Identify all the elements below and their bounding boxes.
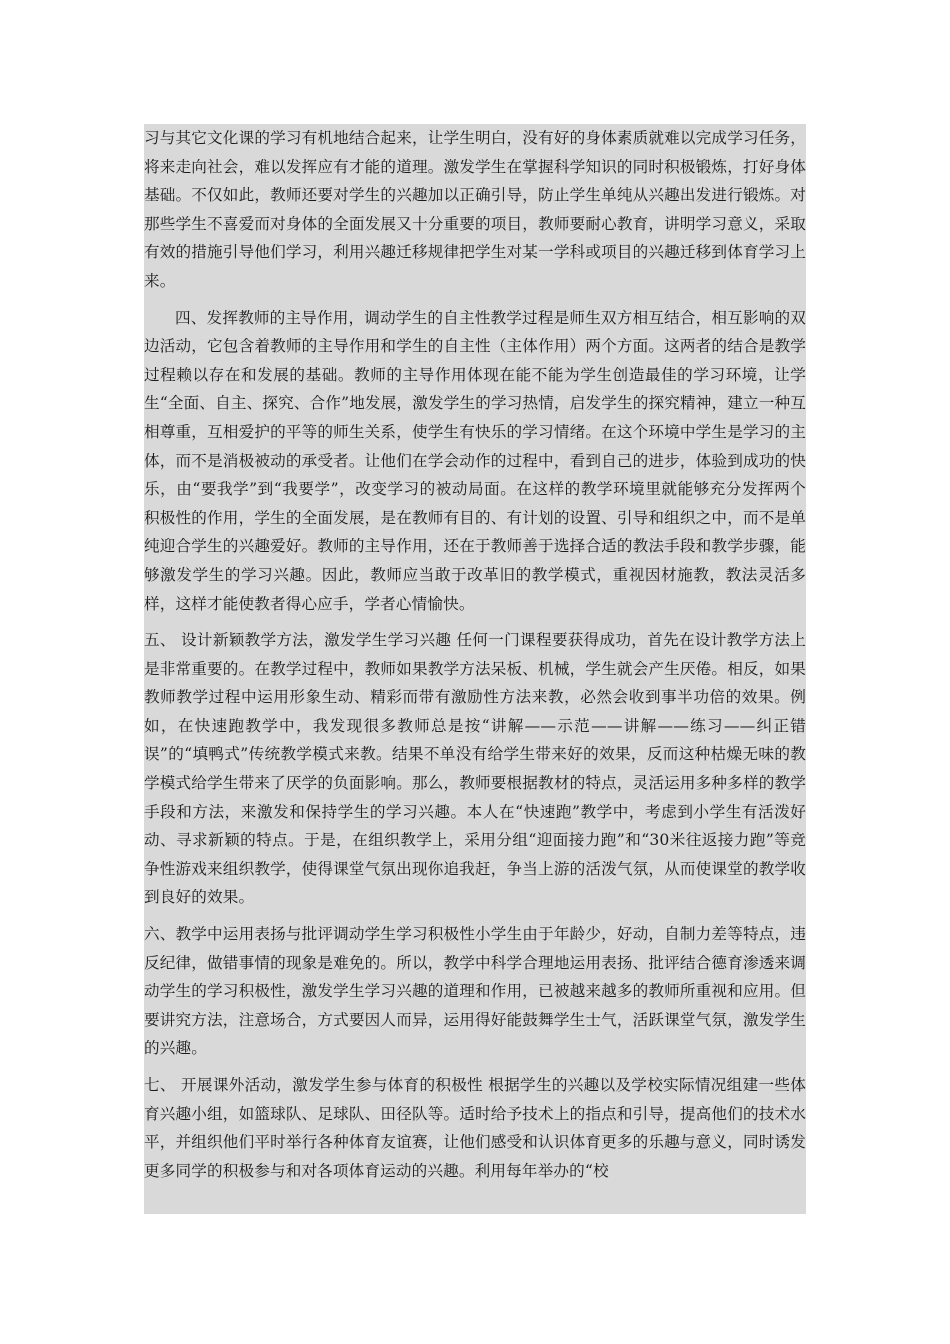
document-page (144, 124, 806, 1214)
paragraph-section-6: 六、教学中运用表扬与批评调动学生学习积极性小学生由于年龄少，好动，自制力差等特点，违反纪律，做错事情的现象是难免的。所以，教学中科学合理地运用表扬、批评结合德育渗透来调动学生的学习积极性，激发学生学习兴趣的道理和作用，已被越来越多的教师所重视和应用。但要讲究方法，注意场合，方式要因人而异，运用得好能鼓舞学生士气，活跃课堂气氛，激发学生的兴趣。 (144, 925, 806, 1058)
paragraph-section-5: 五、 设计新颖教学方法，激发学生学习兴趣 任何一门课程要获得成功，首先在设计教学方法上是非常重要的。在教学过程中，教师如果教学方法呆板、机械，学生就会产生厌倦。相反，如果教师教学过程中运用形象生动、精彩而带有激励性方法来教，必然会收到事半功倍的效果。例如，在快速跑教学中，我发现很多教师总是按“讲解——示范——讲解——练习——纠正错误”的“填鸭式”传统教学模式来教。结果不单没有给学生带来好的效果，反而这种枯燥无味的教学模式给学生带来了厌学的负面影响。那么，教师要根据教材的特点，灵活运用多种多样的教学手段和方法，来激发和保持学生的学习兴趣。本人在“快速跑”教学中，考虑到小学生有活泼好动、寻求新颖的特点。于是，在组织教学上，采用分组“迎面接力跑”和“30米往返接力跑”等竞争性游戏来组织教学，使得课堂气氛出现你追我赶，争当上游的活泼气氛，从而使课堂的教学收到良好的效果。 (144, 631, 806, 907)
paragraph-gap (144, 1063, 806, 1071)
paragraph-gap (144, 296, 806, 304)
paragraph-gap (144, 912, 806, 920)
paragraph-gap (144, 618, 806, 626)
paragraph-section-7: 七、 开展课外活动，激发学生参与体育的积极性 根据学生的兴趣以及学校实际情况组建一些体育兴趣小组，如篮球队、足球队、田径队等。适时给予技术上的指点和引导，提高他们的技术水平，并组织他们平时举行各种体育友谊赛，让他们感受和认识体育更多的乐趣与意义，同时诱发更多同学的积极参与和对各项体育运动的兴趣。利用每年举办的“校 (144, 1076, 806, 1180)
paragraph-continuation: 习与其它文化课的学习有机地结合起来，让学生明白，没有好的身体素质就难以完成学习任务，将来走向社会，难以发挥应有才能的道理。激发学生在掌握科学知识的同时积极锻炼，打好身体基础。不仅如此，教师还要对学生的兴趣加以正确引导，防止学生单纯从兴趣出发进行锻炼。对那些学生不喜爱而对身体的全面发展又十分重要的项目，教师要耐心教育，讲明学习意义，采取有效的措施引导他们学习，利用兴趣迁移规律把学生对某一学科或项目的兴趣迁移到体育学习上来。 (144, 129, 806, 290)
paragraph-section-4: 四、发挥教师的主导作用，调动学生的自主性教学过程是师生双方相互结合，相互影响的双边活动，它包含着教师的主导作用和学生的自主性（主体作用）两个方面。这两者的结合是教学过程赖以存在和发展的基础。教师的主导作用体现在能不能为学生创造最佳的学习环境，让学生“全面、自主、探究、合作”地发展，激发学生的学习热情，启发学生的探究精神，建立一种互相尊重，互相爱护的平等的师生关系，使学生有快乐的学习情绪。在这个环境中学生是学习的主体，而不是消极被动的承受者。让他们在学会动作的过程中，看到自己的进步，体验到成功的快乐，由“要我学”到“我要学”，改变学习的被动局面。在这样的教学环境里就能够充分发挥两个积极性的作用，学生的全面发展，是在教师有目的、有计划的设置、引导和组织之中，而不是单纯迎合学生的兴趣爱好。教师的主导作用，还在于教师善于选择合适的教法手段和教学步骤，能够激发学生的学习兴趣。因此，教师应当敢于改革旧的教学模式，重视因材施教，教法灵活多样，这样才能使教者得心应手，学者心情愉快。 (144, 308, 806, 613)
